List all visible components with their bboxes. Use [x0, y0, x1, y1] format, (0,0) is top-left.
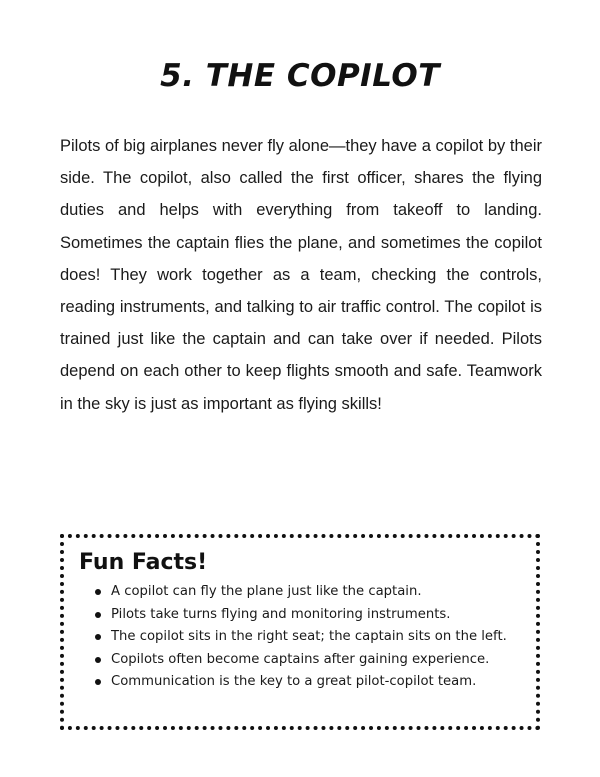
- fun-fact-item: [95, 649, 522, 672]
- body-paragraph: Pilots of big airplanes never fly alone—they have a copilot by their side. The copilot, also called the first officer, shares the flying duties and helps with everything from takeoff to landing. Sometimes the captain flies the plane, and sometimes the copilot does! They work together as a team, checking the controls, reading instruments, and talking to air traffic control. The copilot is trained just like the captain and can take over if needed. Pilots depend on each other to keep flights smooth and safe. Teamwork in the sky is just as important as flying skills!: [60, 137, 542, 413]
- fun-fact-text: A copilot can fly the plane just like the captain.: [111, 584, 422, 599]
- fun-fact-item: [95, 581, 522, 604]
- fun-fact-text: Communication is the key to a great pilot-copilot team.: [111, 674, 477, 689]
- bullet-icon: [95, 612, 101, 618]
- fun-facts-heading: Fun Facts!: [79, 550, 208, 575]
- bullet-icon: [95, 589, 101, 595]
- fun-fact-text: The copilot sits in the right seat; the captain sits on the left.: [111, 629, 507, 644]
- bullet-icon: [95, 634, 101, 640]
- fun-fact-item: [95, 671, 522, 694]
- fun-fact-text: Copilots often become captains after gaining experience.: [111, 651, 490, 667]
- bullet-icon: [95, 657, 101, 663]
- fun-fact-item: [95, 626, 522, 649]
- fun-facts-list: [79, 581, 522, 694]
- fun-fact-text: Pilots take turns flying and monitoring instruments.: [111, 606, 451, 622]
- bullet-icon: [95, 679, 101, 685]
- fun-facts-box: [60, 534, 540, 730]
- page-title: 5. THE COPILOT: [160, 58, 440, 94]
- fun-fact-item: [95, 604, 522, 627]
